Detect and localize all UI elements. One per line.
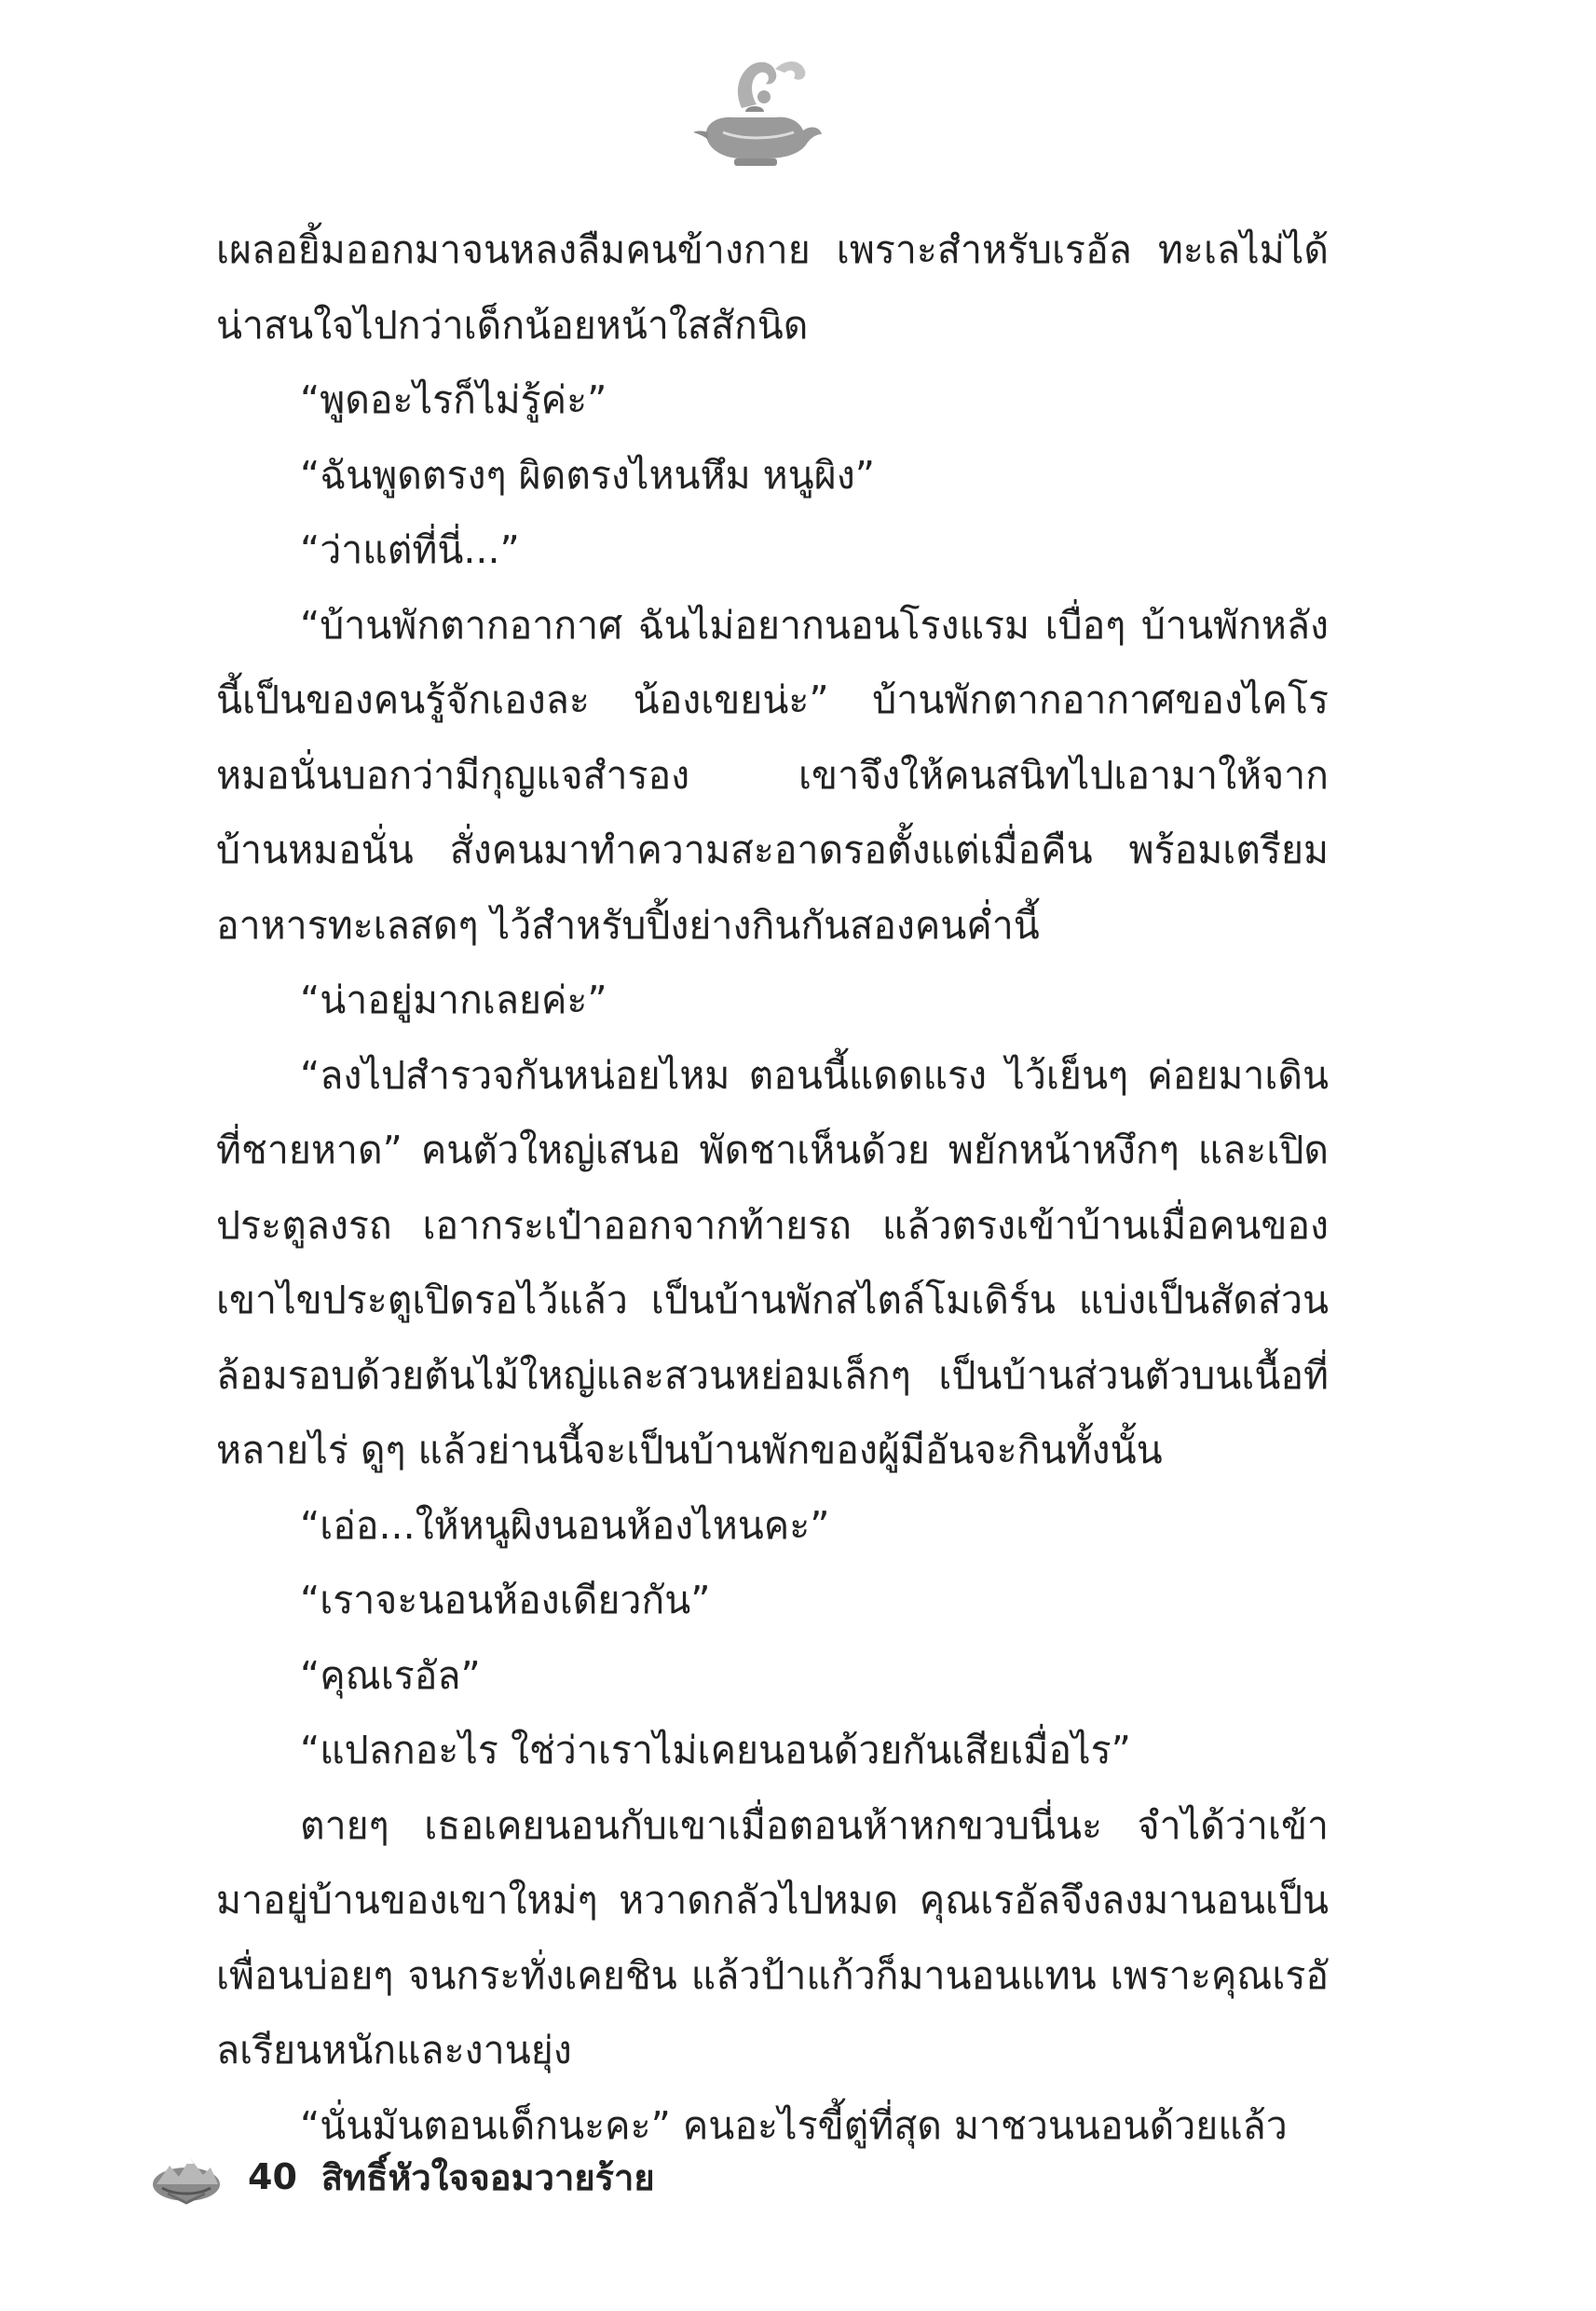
- dialogue-line: “คุณเรอัล”: [300, 1652, 481, 1698]
- dialogue-line: “ฉันพูดตรงๆ ผิดตรงไหนหึม หนูผิง”: [300, 452, 875, 498]
- paragraph: ตายๆ เธอเคยนอนกับเขาเมื่อตอนห้าหกขวบนี่นะ จำได้ว่าเข้ามาอยู่บ้านของเขาใหม่ๆ หวาดกลัวไปหมด คุณเรอัลจึงลงมานอนเป็นเพื่อนบ่อยๆ จนกระทั่งเคยชิน แล้วป้าแก้วก็มานอนแทน เพราะคุณเรอัลเรียนหนักและงานยุ่ง: [216, 1802, 1329, 2072]
- book-title: สิทธิ์หัวใจจอมวายร้าย: [321, 2156, 655, 2198]
- genie-lamp-icon: [686, 50, 825, 171]
- page-number: 40: [248, 2156, 297, 2197]
- dialogue-line: “แปลกอะไร ใช่ว่าเราไม่เคยนอนด้วยกันเสียเมื่อไร”: [300, 1728, 1131, 1772]
- paragraph: “นั่นมันตอนเด็กนะคะ” คนอะไรขี้ตู่ที่สุด มาชวนนอนด้วยแล้ว: [300, 2102, 1288, 2148]
- dialogue-line: “เราจะนอนห้องเดียวกัน”: [300, 1578, 711, 1622]
- paragraph: เผลอยิ้มออกมาจนหลงลืมคนข้างกาย เพราะสำหรับเรอัล ทะเลไม่ได้น่าสนใจไปกว่าเด็กน้อยหน้าใสสักนิด: [216, 227, 1329, 348]
- paragraph: “ลงไปสำรวจกันหน่อยไหม ตอนนี้แดดแรง ไว้เย็นๆ ค่อยมาเดินที่ชายหาด” คนตัวใหญ่เสนอ พัดชาเห็นด้วย พยักหน้าหงึกๆ และเปิดประตูลงรถ เอากระเป๋าออกจากท้ายรถ แล้วตรงเข้าบ้านเมื่อคนของเขาไขประตูเปิดรอไว้แล้ว เป็นบ้านพักสไตล์โมเดิร์น แบ่งเป็นสัดส่วน ล้อมรอบด้วยต้นไม้ใหญ่และสวนหย่อมเล็กๆ เป็นบ้านส่วนตัวบนเนื้อที่หลายไร่ ดูๆ แล้วย่านนี้จะเป็นบ้านพักของผู้มีอันจะกินทั้งนั้น: [216, 1052, 1329, 1472]
- dialogue-line: “เอ่อ...ให้หนูผิงนอนห้องไหนคะ”: [300, 1502, 830, 1548]
- mountain-emblem-icon: [149, 2147, 224, 2207]
- paragraph: “บ้านพักตากอากาศ ฉันไม่อยากนอนโรงแรม เบื่อๆ บ้านพักหลังนี้เป็นของคนรู้จักเองละ น้องเขยน่ะ” บ้านพักตากอากาศของไคโรหมอนั่นบอกว่ามีกุญแจสำรอง เขาจึงให้คนสนิทไปเอามาให้จากบ้านหมอนั่น สั่งคนมาทำความสะอาดรอตั้งแต่เมื่อคืน พร้อมเตรียมอาหารทะเลสดๆ ไว้สำหรับปิ้งย่างกินกันสองคนค่ำนี้: [216, 602, 1329, 948]
- body-text: [216, 212, 1329, 2163]
- dialogue-line: “น่าอยู่มากเลยค่ะ”: [300, 978, 607, 1022]
- dialogue-line: “ว่าแต่ที่นี่...”: [300, 527, 520, 572]
- page-footer: [149, 2140, 655, 2214]
- dialogue-line: “พูดอะไรก็ไม่รู้ค่ะ”: [300, 377, 607, 422]
